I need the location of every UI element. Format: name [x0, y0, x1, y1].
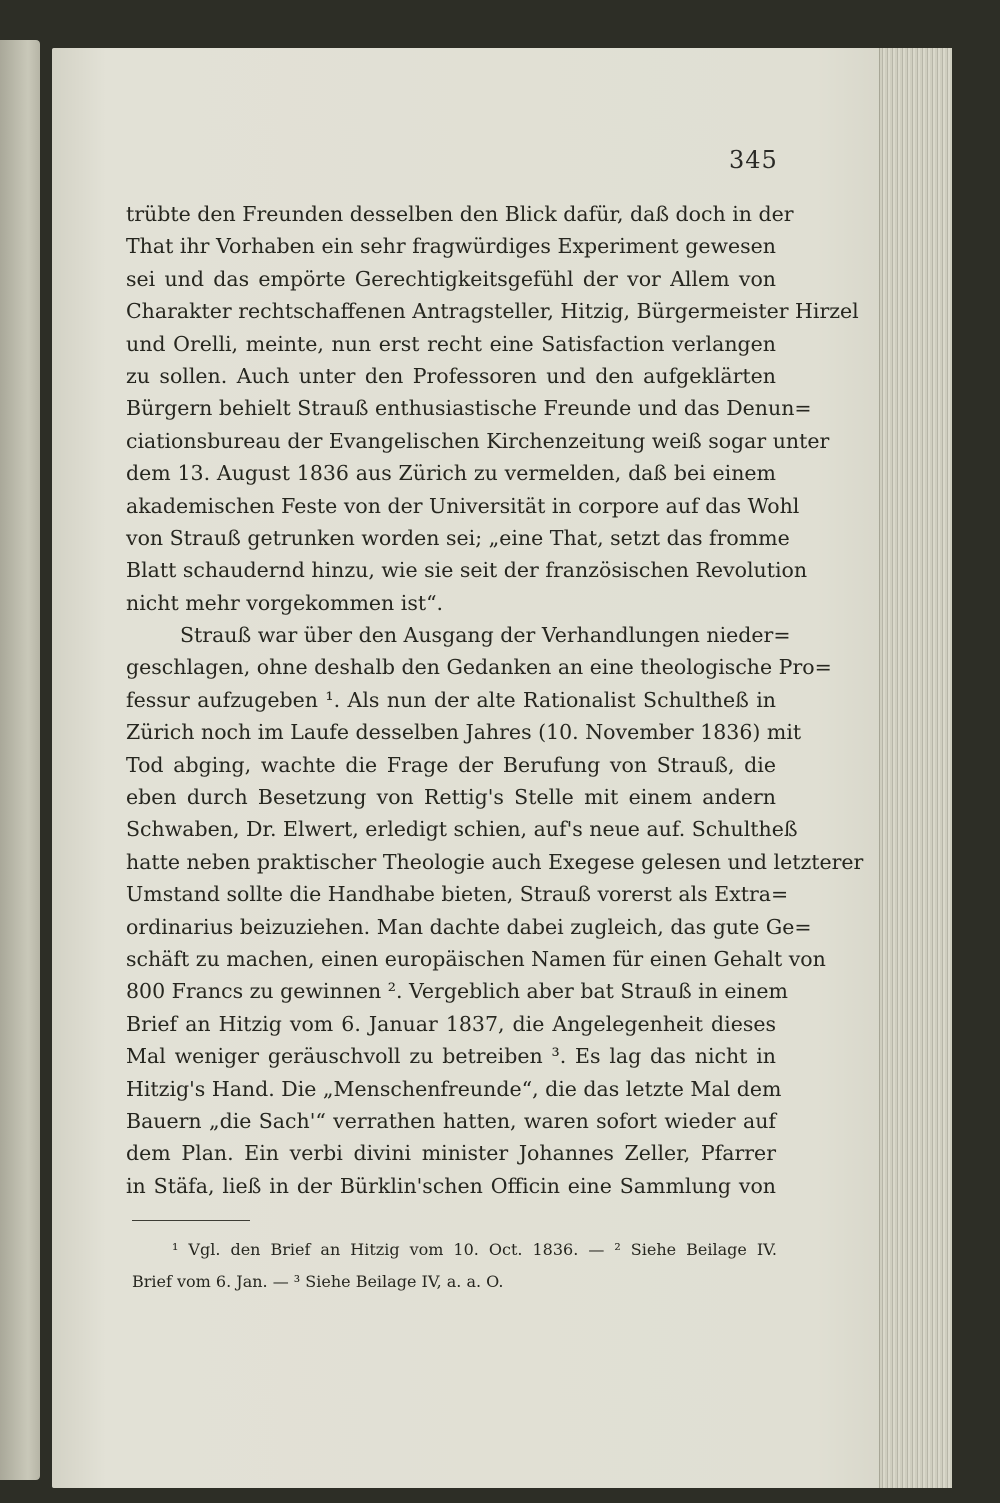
- text-line: Mal weniger geräuschvoll zu betreiben ³. Es lag das nicht in: [126, 1044, 776, 1069]
- text-line: dem 13. August 1836 aus Zürich zu vermelden, daß bei einem: [126, 461, 776, 486]
- text-line: ordinarius beizuziehen. Man dachte dabei zugleich, das gute Ge=: [126, 914, 812, 939]
- text-line: Bürgern behielt Strauß enthusiastische Freunde und das Denun=: [126, 396, 812, 421]
- text-line: Umstand sollte die Handhabe bieten, Strauß vorerst als Extra=: [126, 882, 789, 907]
- footnote-line: Brief vom 6. Jan. — ³ Siehe Beilage IV, a. a. O.: [132, 1272, 504, 1291]
- page-stack-edges: [879, 48, 952, 1488]
- text-line: Tod abging, wachte die Frage der Berufung von Strauß, die: [126, 752, 776, 777]
- text-line: Strauß war über den Ausgang der Verhandlungen nieder=: [180, 623, 791, 648]
- text-line: Brief an Hitzig vom 6. Januar 1837, die Angelegenheit dieses: [126, 1011, 776, 1036]
- text-line: eben durch Besetzung von Rettig's Stelle mit einem andern: [126, 785, 776, 810]
- text-line: sei und das empörte Gerechtigkeitsgefühl der vor Allem von: [126, 266, 776, 291]
- text-line: Hitzig's Hand. Die „Menschenfreunde“, die das letzte Mal dem: [126, 1076, 782, 1101]
- facing-page-edge: [0, 40, 40, 1480]
- text-line: Zürich noch im Laufe desselben Jahres (10. November 1836) mit: [126, 720, 802, 745]
- text-line: Schwaben, Dr. Elwert, erledigt schien, auf's neue auf. Schultheß: [126, 817, 798, 842]
- text-line: von Strauß getrunken worden sei; „eine That, setzt das fromme: [126, 525, 790, 550]
- text-line: geschlagen, ohne deshalb den Gedanken an eine theologische Pro=: [126, 655, 832, 680]
- text-line: Bauern „die Sach'“ verrathen hatten, waren sofort wieder auf: [126, 1108, 776, 1133]
- text-line: trübte den Freunden desselben den Blick dafür, daß doch in der: [126, 202, 794, 226]
- page-number: 345: [729, 146, 778, 174]
- text-line: Blatt schaudernd hinzu, wie sie seit der französischen Revolution: [126, 558, 808, 583]
- text-line: in Stäfa, ließ in der Bürklin'schen Officin eine Sammlung von: [126, 1173, 776, 1198]
- text-line: ciationsbureau der Evangelischen Kirchenzeitung weiß sogar unter: [126, 428, 830, 453]
- text-line: dem Plan. Ein verbi divini minister Johannes Zeller, Pfarrer: [126, 1141, 776, 1166]
- text-line: fessur aufzugeben ¹. Als nun der alte Rationalist Schultheß in: [126, 687, 776, 712]
- text-line: That ihr Vorhaben ein sehr fragwürdiges Experiment gewesen: [126, 234, 776, 259]
- book-page: [52, 48, 952, 1488]
- text-line: und Orelli, meinte, nun erst recht eine Satisfaction verlangen: [126, 331, 776, 356]
- text-line: 800 Francs zu gewinnen ². Vergeblich aber bat Strauß in einem: [126, 979, 788, 1004]
- text-line: nicht mehr vorgekommen ist“.: [126, 590, 444, 615]
- footnotes: [132, 1234, 777, 1298]
- text-line: schäft zu machen, einen europäischen Namen für einen Gehalt von: [126, 946, 826, 971]
- text-line: hatte neben praktischer Theologie auch Exegese gelesen und letzterer: [126, 849, 864, 874]
- text-line: Charakter rechtschaffenen Antragsteller, Hitzig, Bürgermeister Hirzel: [126, 299, 859, 324]
- footnote-line: ¹ Vgl. den Brief an Hitzig vom 10. Oct. 1836. — ² Siehe Beilage IV.: [172, 1240, 777, 1259]
- footnote-rule: [132, 1220, 250, 1221]
- text-line: zu sollen. Auch unter den Professoren und den aufgeklärten: [126, 363, 776, 388]
- body-text: [126, 198, 864, 1202]
- text-line: akademischen Feste von der Universität in corpore auf das Wohl: [126, 493, 800, 518]
